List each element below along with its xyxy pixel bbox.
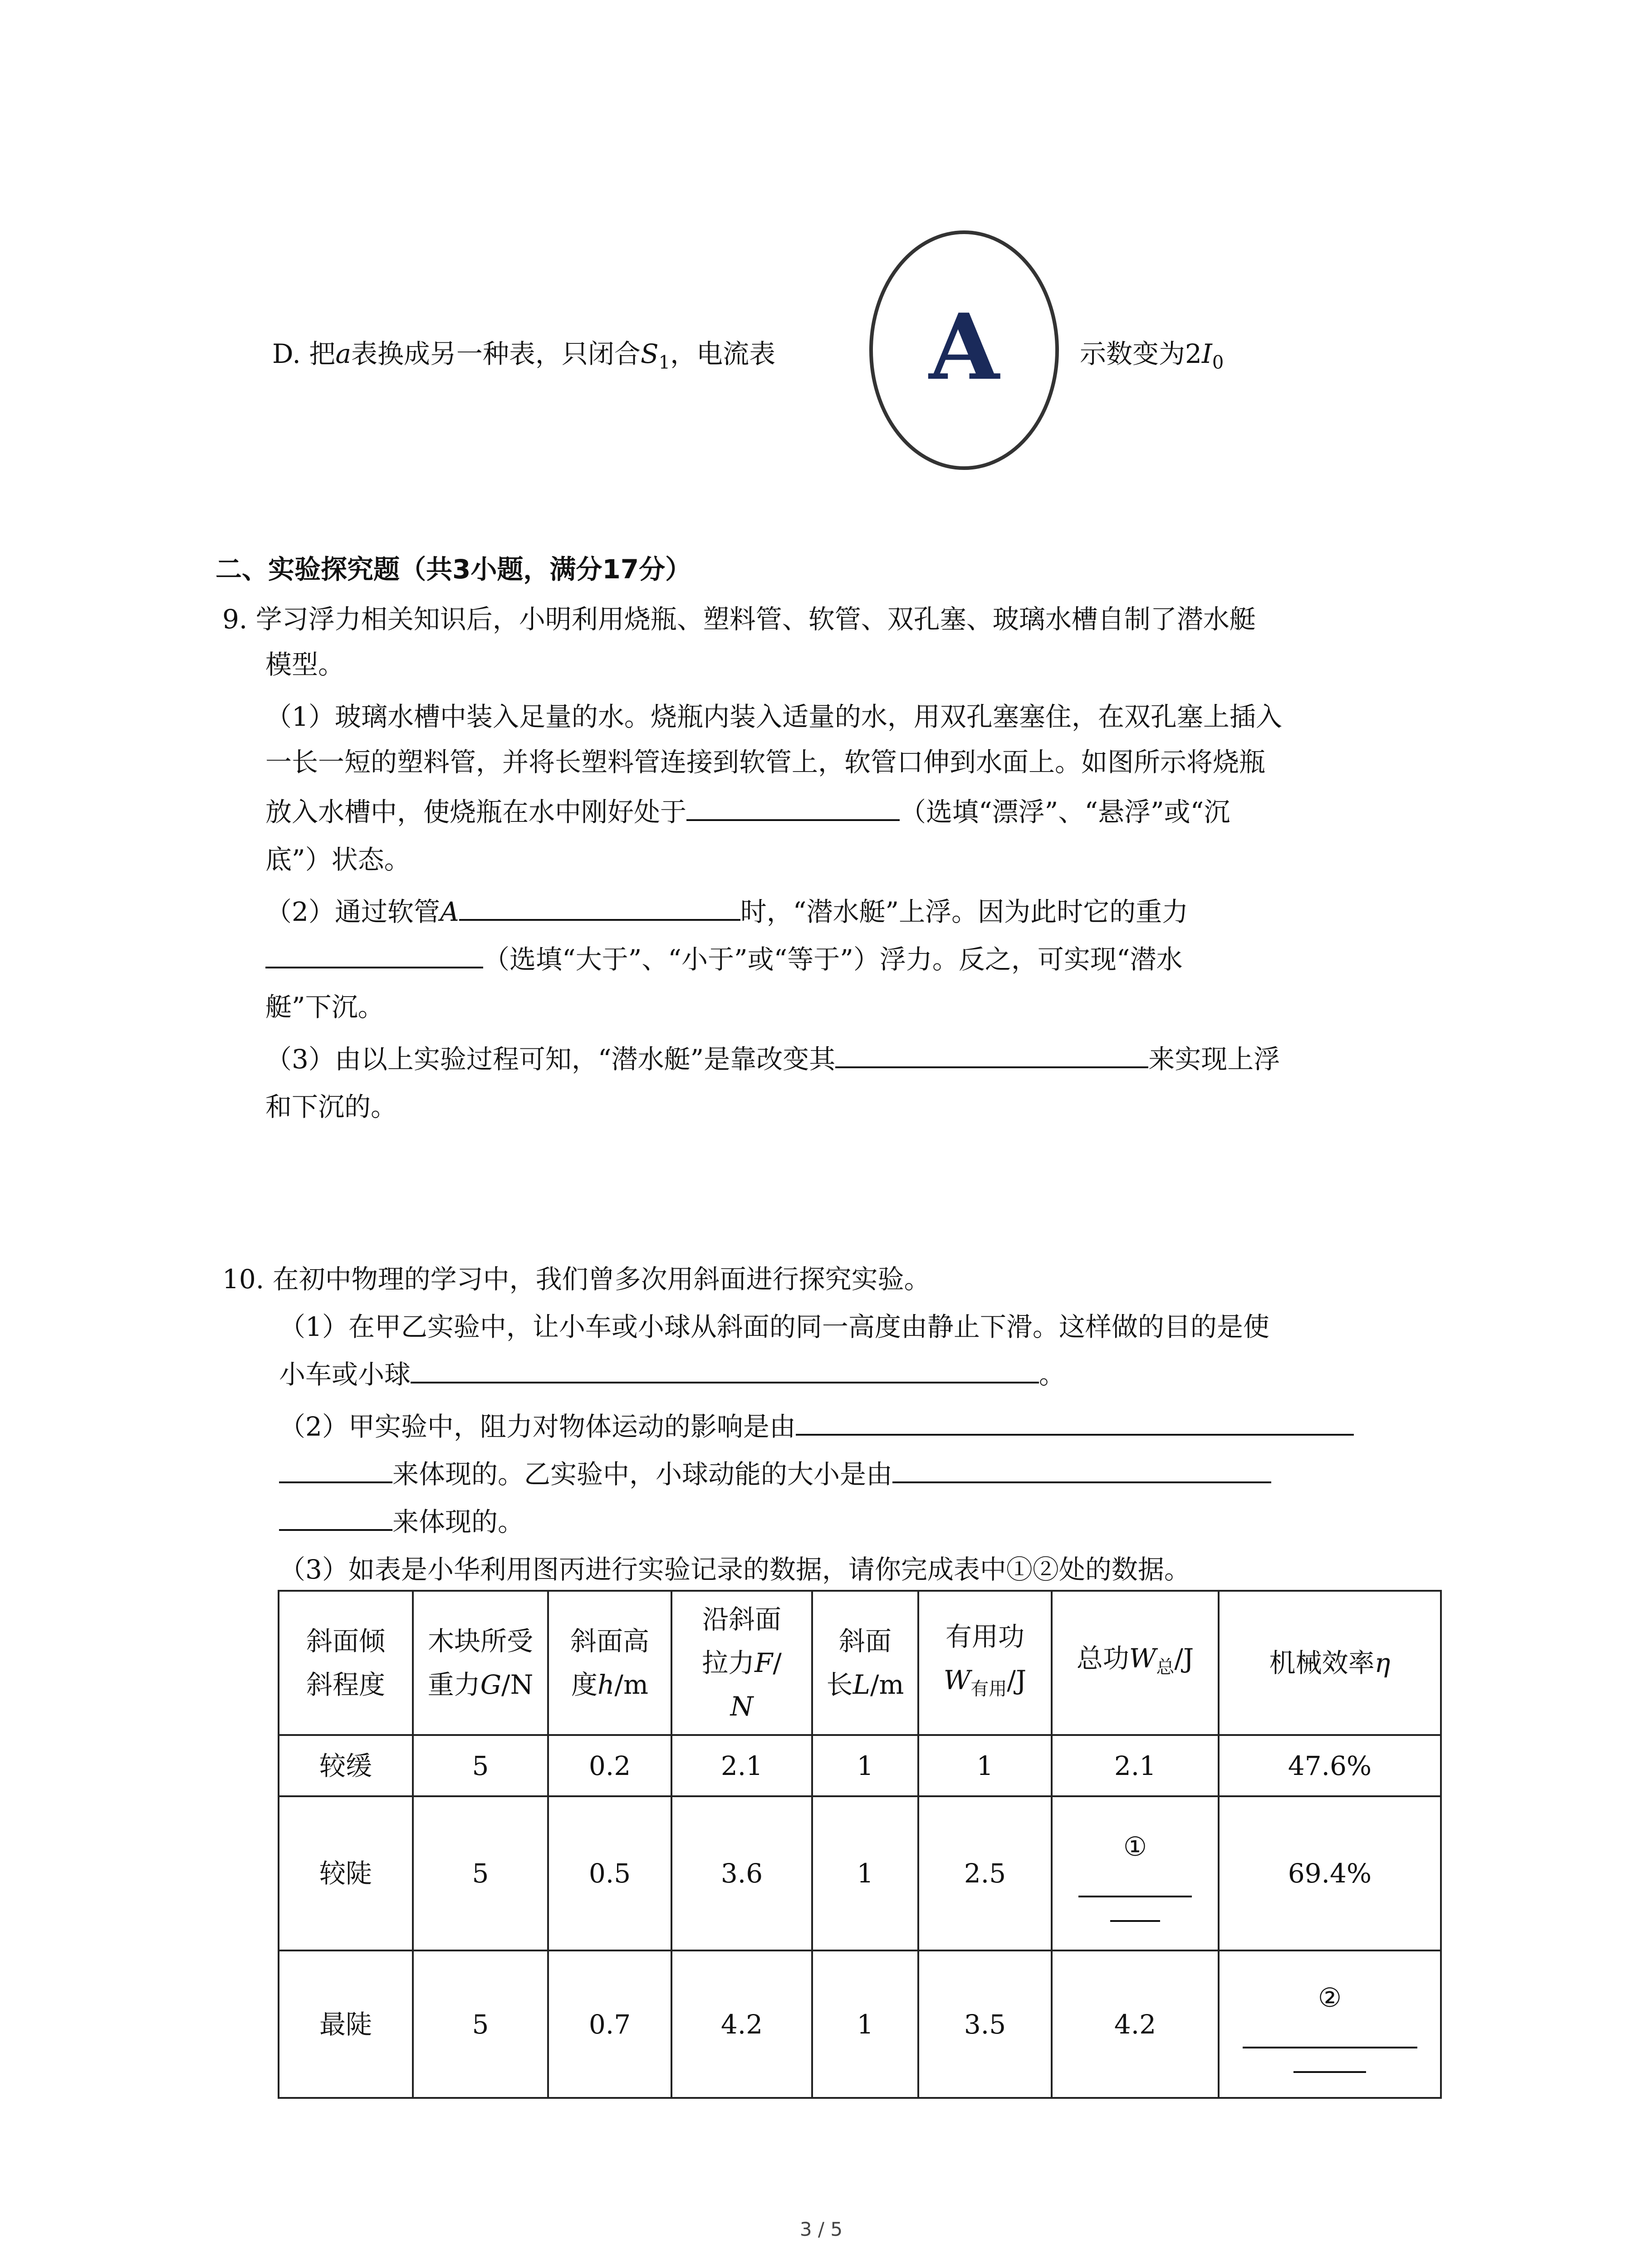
q9-p1-line4: 底”）状态。 xyxy=(265,844,411,875)
cell: 5 xyxy=(413,1950,548,2098)
q9-p2-line1: （2）通过软管A 时，“潜水艇”上浮。因为此时它的重力 xyxy=(265,889,1188,934)
cell: 3.5 xyxy=(918,1950,1052,2098)
answer-blank-purpose[interactable] xyxy=(411,1353,1039,1383)
header-weight: 木块所受 重力G/N xyxy=(413,1591,548,1735)
header-length: 斜面 长L/m xyxy=(812,1591,918,1735)
cell: 3.6 xyxy=(671,1796,812,1950)
q10-stem: 10. 在初中物理的学习中，我们曾多次用斜面进行探究实验。 xyxy=(222,1264,931,1295)
cell: 47.6% xyxy=(1219,1735,1441,1796)
answer-cell-2[interactable] xyxy=(1219,1950,1441,2098)
answer-blank-energy-cont[interactable] xyxy=(279,1500,392,1531)
table-row xyxy=(279,1796,1441,1950)
cell: 1 xyxy=(812,1950,918,2098)
answer-blank-change[interactable] xyxy=(835,1037,1148,1068)
cell: 2.1 xyxy=(671,1735,812,1796)
cell: 4.2 xyxy=(671,1950,812,2098)
q9-p1-line1: （1）玻璃水槽中装入足量的水。烧瓶内装入适量的水，用双孔塞塞住，在双孔塞上插入 xyxy=(265,701,1282,732)
q9-p2-line2: （选填“大于”、“小于”或“等于”）浮力。反之，可实现“潜水 xyxy=(265,937,1183,982)
answer-blank-2[interactable] xyxy=(1243,2019,1417,2048)
header-efficiency: 机械效率η xyxy=(1219,1591,1441,1735)
answer-blank-resistance[interactable] xyxy=(796,1405,1354,1436)
header-pull-force: 沿斜面 拉力F/ N xyxy=(671,1591,812,1735)
table-row xyxy=(279,1735,1441,1796)
q9-stem-line2: 模型。 xyxy=(265,649,345,680)
page-number: 3 / 5 xyxy=(799,2218,843,2240)
cell: 1 xyxy=(812,1796,918,1950)
cell: 1 xyxy=(812,1735,918,1796)
cell: 0.5 xyxy=(548,1796,671,1950)
cell: 2.1 xyxy=(1052,1735,1219,1796)
ammeter-icon xyxy=(864,227,1064,474)
cell: 2.5 xyxy=(918,1796,1052,1950)
q10-p2-line2: 来体现的。乙实验中，小球动能的大小是由 xyxy=(279,1452,1271,1497)
cell: 5 xyxy=(413,1735,548,1796)
table-header-row xyxy=(279,1591,1441,1735)
q9-p3-line2: 和下沉的。 xyxy=(265,1091,397,1122)
header-total-work: 总功$W_总/J$ xyxy=(1052,1591,1219,1735)
table-row xyxy=(279,1950,1441,2098)
q10-p2-line1: （2）甲实验中，阻力对物体运动的影响是由 xyxy=(279,1404,1354,1449)
header-height: 斜面高 度h/m xyxy=(548,1591,671,1735)
q10-p1-line1: （1）在甲乙实验中，让小车或小球从斜面的同一高度由静止下滑。这样做的目的是使 xyxy=(279,1311,1269,1342)
q10-p2-line3: 来体现的。 xyxy=(279,1499,524,1545)
section-title: 二、实验探究题（共3小题，满分17分） xyxy=(216,554,692,585)
cell: 0.7 xyxy=(548,1950,671,2098)
svg-text:A: A xyxy=(929,294,999,401)
q9-p2-line3: 艇”下沉。 xyxy=(265,992,384,1022)
q10-p1-line2: 小车或小球 。 xyxy=(279,1352,1065,1397)
answer-blank-hose[interactable] xyxy=(459,890,740,921)
marker-2: ② xyxy=(1318,1982,1342,2013)
option-d-line: D. 把a表换成另一种表，只闭合$S_1$，电流表 xyxy=(272,338,776,373)
cell: 较缓 xyxy=(279,1735,413,1796)
q9-p3-line1: （3）由以上实验过程可知，“潜水艇”是靠改变其 来实现上浮 xyxy=(265,1036,1280,1082)
marker-1: ① xyxy=(1123,1831,1147,1862)
cell: 5 xyxy=(413,1796,548,1950)
cell: 4.2 xyxy=(1052,1950,1219,2098)
cell: 69.4% xyxy=(1219,1796,1441,1950)
q9-p1-line2: 一长一短的塑料管，并将长塑料管连接到软管上，软管口伸到水面上。如图所示将烧瓶 xyxy=(265,747,1266,777)
cell: 较陡 xyxy=(279,1796,413,1950)
q9-p1-line3: 放入水槽中，使烧瓶在水中刚好处于 （选填“漂浮”、“悬浮”或“沉 xyxy=(265,789,1230,835)
cell: 0.2 xyxy=(548,1735,671,1796)
answer-blank-1-cont[interactable] xyxy=(1110,1897,1160,1922)
answer-blank-resistance-cont[interactable] xyxy=(279,1452,392,1483)
q10-p3-line1: （3）如表是小华利用图丙进行实验记录的数据，请你完成表中①②处的数据。 xyxy=(279,1554,1190,1585)
header-incline: 斜面倾 斜程度 xyxy=(279,1591,413,1735)
answer-blank-state[interactable] xyxy=(686,790,900,821)
cell: 最陡 xyxy=(279,1950,413,2098)
answer-cell-1[interactable] xyxy=(1052,1796,1219,1950)
cell: 1 xyxy=(918,1735,1052,1796)
incline-data-table xyxy=(278,1590,1442,2099)
answer-blank-compare[interactable] xyxy=(265,938,483,968)
q9-stem-line1: 9. 学习浮力相关知识后，小明利用烧瓶、塑料管、软管、双孔塞、玻璃水槽自制了潜水艇 xyxy=(222,604,1256,635)
answer-blank-energy[interactable] xyxy=(892,1452,1271,1483)
header-useful-work: 有用功 $W_{有用}/J$ xyxy=(918,1591,1052,1735)
option-d-suffix: 示数变为$2I_0$ xyxy=(1080,338,1224,373)
answer-blank-1[interactable] xyxy=(1078,1868,1192,1897)
answer-blank-2-cont[interactable] xyxy=(1293,2048,1366,2073)
